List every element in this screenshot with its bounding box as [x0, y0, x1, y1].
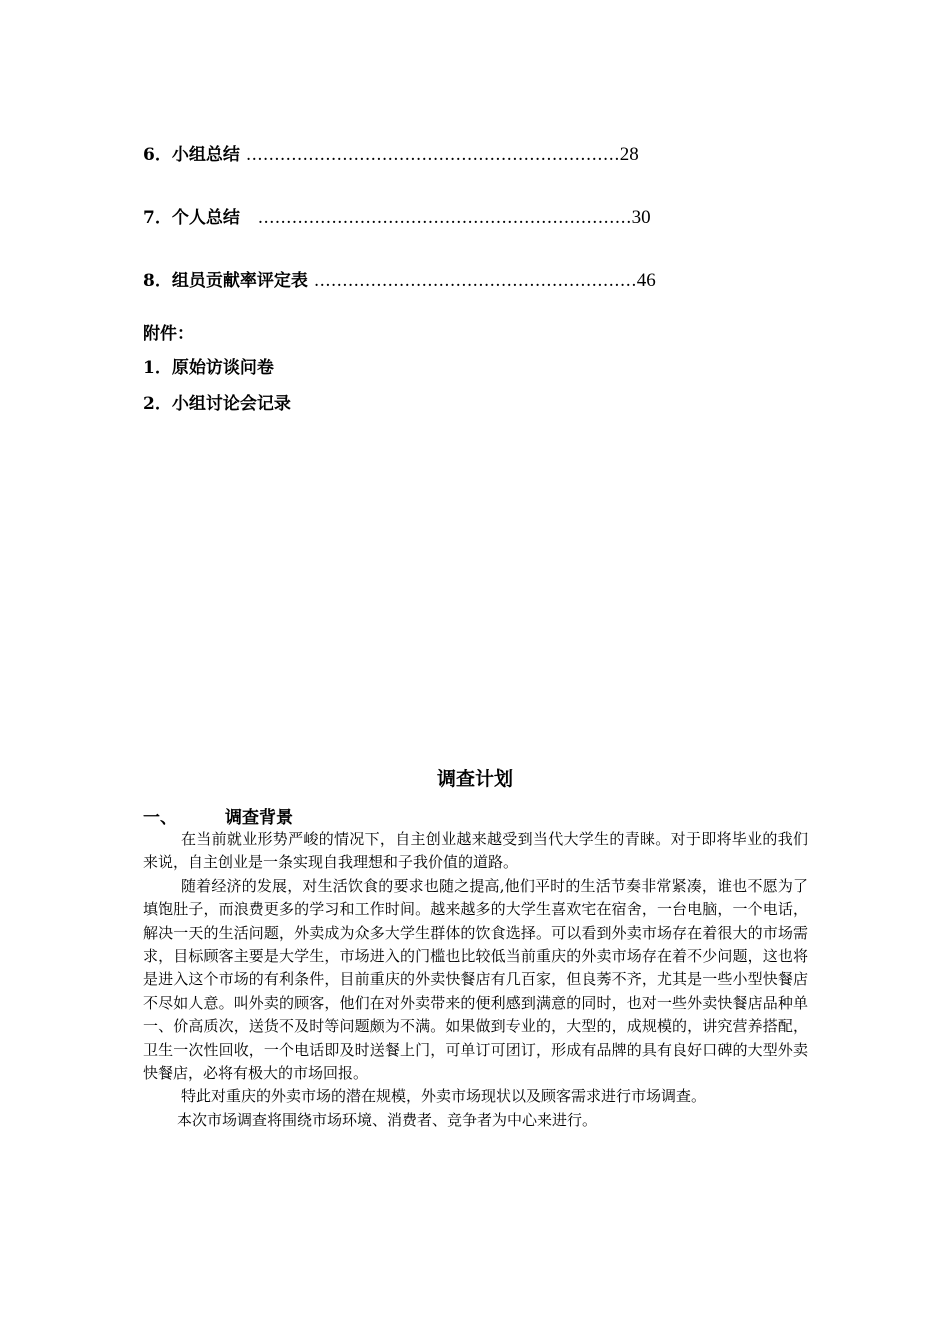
attachments-heading: 附件： — [143, 324, 194, 344]
attachment-item — [143, 353, 274, 378]
toc-number: 7． — [143, 208, 172, 228]
toc-entry-summary — [143, 140, 639, 166]
section-heading — [143, 803, 293, 828]
toc-entry-personal-summary — [143, 203, 651, 229]
toc-page-number: 46 — [636, 270, 656, 291]
attachment-number: 1． — [143, 358, 172, 378]
toc-number: 8． — [143, 271, 172, 291]
toc-leader-dots: ………………………………………………………… — [257, 208, 632, 228]
toc-page-number: 28 — [619, 144, 639, 165]
page-title: 调查计划 — [436, 768, 513, 790]
toc-title: 个人总结 — [171, 208, 240, 228]
toc-leader-dots: ………………………………………………………… — [245, 145, 620, 165]
attachment-title: 小组讨论会记录 — [171, 394, 291, 414]
section-body — [143, 828, 808, 1132]
toc-title: 组员贡献率评定表 — [171, 271, 308, 291]
paragraph: 随着经济的发展，对生活饮食的要求也随之提高,他们平时的生活节奏非常紧凑，谁也不愿为了填饱肚子，而浪费更多的学习和工作时间。越来越多的大学生喜欢宅在宿舍，一台电脑，一个电话，解决一天的生活问题，外卖成为众多大学生群体的饮食选择。可以看到外卖市场存在着很大的市场需求，目标顾客主要是大学生，市场进入的门槛也比较低当前重庆的外卖市场存在着不少问题，这也将是进入这个市场的有利条件，目前重庆的外卖快餐店有几百家，但良莠不齐，尤其是一些小型快餐店不尽如人意。叫外卖的顾客，他们在对外卖带来的便利感到满意的同时，也对一些外卖快餐店品种单一、价高质次，送货不及时等问题颇为不满。如果做到专业的，大型的，成规模的，讲究营养搭配，卫生一次性回收，一个电话即及时送餐上门，可单订可团订，形成有品牌的具有良好口碑的大型外卖快餐店，必将有极大的市场回报。 — [143, 876, 808, 1083]
section-title: 调查背景 — [225, 808, 293, 828]
paragraph: 在当前就业形势严峻的情况下，自主创业越来越受到当代大学生的青睐。对于即将毕业的我们来说，自主创业是一条实现自我理想和子我价值的道路。 — [143, 830, 808, 872]
toc-title: 小组总结 — [171, 145, 240, 165]
attachment-title: 原始访谈问卷 — [171, 358, 274, 378]
paragraph: 特此对重庆的外卖市场的潜在规模，外卖市场现状以及顾客需求进行市场调查。 — [181, 1087, 707, 1106]
toc-page-number: 30 — [631, 207, 651, 228]
section-number: 一、 — [143, 808, 177, 828]
toc-entry-contribution-table — [143, 266, 656, 292]
attachment-item — [143, 389, 291, 414]
attachment-number: 2． — [143, 394, 172, 414]
paragraph: 本次市场调查将围绕市场环境、消费者、竞争者为中心来进行。 — [177, 1110, 598, 1129]
toc-number: 6． — [143, 145, 172, 165]
toc-leader-dots: ………………………………………………… — [313, 271, 637, 291]
